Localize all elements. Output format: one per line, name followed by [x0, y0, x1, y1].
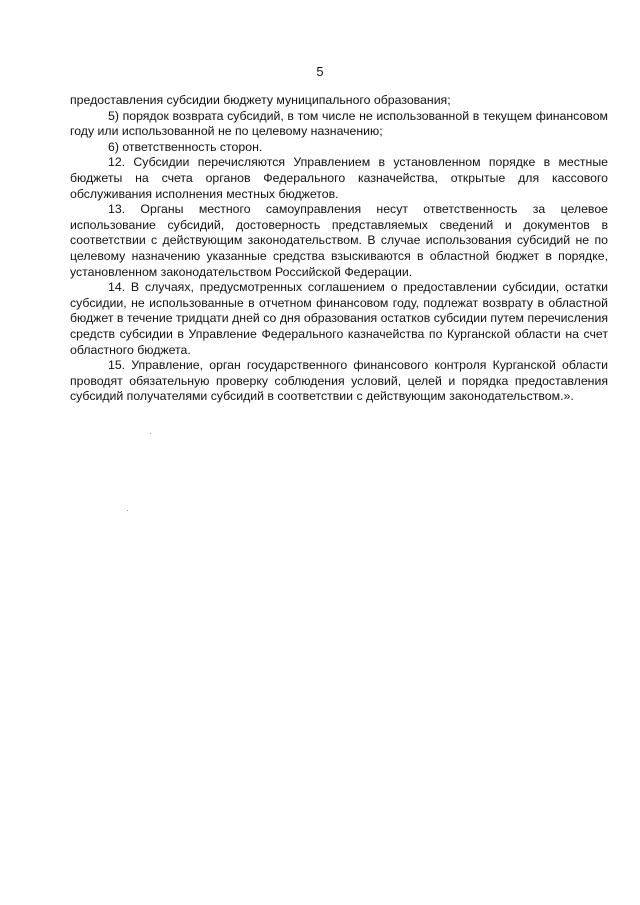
- paragraph-item-5: 5) порядок возврата субсидий, в том числе не использованной в текущем финансовом году или использованной не по целевому назначению;: [70, 108, 608, 139]
- paragraph-clause-15: 15. Управление, орган государственного финансового контроля Курганской области проводят обязательную проверку соблюдения условий, целей и порядка предоставления субсидий получателями субсидий в соответствии с действующим законодательством.».: [70, 358, 608, 404]
- page-number: 5: [316, 64, 324, 79]
- scan-speck: [127, 510, 128, 511]
- paragraph-clause-13: 13. Органы местного самоуправления несут ответственность за целевое использование субсидий, достоверность представляемых сведений и документов в соответствии с действующим законодательством. В случае использования субсидий не по целевому назначению указанные средства взыскиваются в областной бюджет в порядке, установленном законодательством Российской Федерации.: [70, 202, 608, 279]
- paragraph-item-6: 6) ответственность сторон.: [108, 139, 263, 154]
- paragraph-clause-14: 14. В случаях, предусмотренных соглашением о предоставлении субсидии, остатки субсидии, не использованные в отчетном финансовом году, подлежат возврату в областной бюджет в течение тридцати дней со дня образования остатков субсидии путем перечисления средств субсидии в Управление Федерального казначейства по Курганской области на счет областного бюджета.: [70, 280, 608, 357]
- paragraph-clause-12: 12. Субсидии перечисляются Управлением в установленном порядке в местные бюджеты на счета органов Федерального казначейства, открытые для кассового обслуживания исполнения местных бюджетов.: [70, 155, 608, 201]
- scan-speck: [150, 433, 151, 434]
- paragraph-continuation: предоставления субсидии бюджету муниципального образования;: [70, 93, 451, 107]
- document-body: [70, 93, 608, 405]
